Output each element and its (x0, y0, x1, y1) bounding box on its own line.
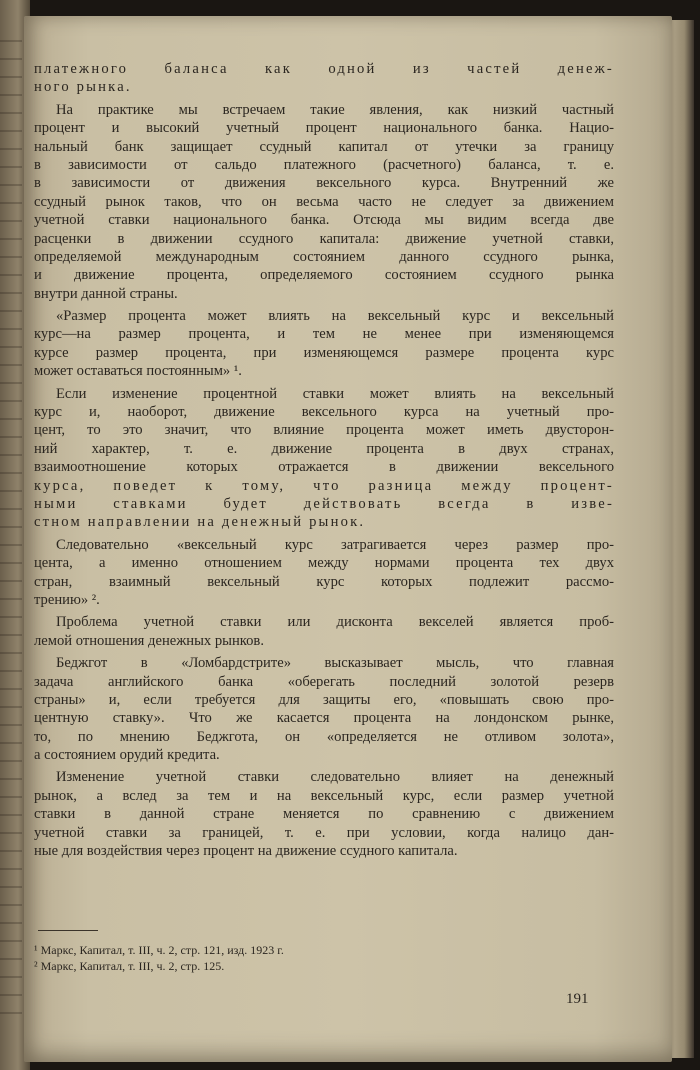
text-line: а состоянием орудий кредита. (34, 747, 220, 764)
text-line: Следовательно «вексельный курс затрагивается через размер про- (56, 536, 614, 553)
paragraph-quote (34, 307, 614, 381)
paragraph (34, 60, 614, 97)
paragraph (34, 385, 614, 532)
text-line: «Размер процента может влиять на вексельный курс и вексельный (56, 308, 614, 325)
text-line: ными ставками будет действовать всегда в изве- (34, 495, 614, 512)
text-line: взаимоотношение которых отражается в движении вексельного (34, 459, 614, 476)
text-line: курс и, наоборот, движение вексельного курса на учетный про- (34, 404, 614, 421)
text-line: ссудный рынок таков, что он весьма часто не следует за движением (34, 193, 614, 210)
text-line: курса, поведет к тому, что разница между процент- (34, 477, 614, 494)
text-line: в зависимости от сальдо платежного (расчетного) баланса, т. е. (34, 156, 614, 173)
text-line: трению» ². (34, 591, 100, 608)
text-line: задача английского банка «оберегать последний золотой резерв (34, 673, 614, 690)
text-line: то, по мнению Беджгота, он «определяется не отливом золота», (34, 728, 614, 745)
text-line: расценки в движении ссудного капитала: движение учетной ставки, (34, 230, 614, 247)
text-line: стном направлении на денежный рынок. (34, 514, 366, 531)
text-line: На практике мы встречаем такие явления, как низкий частный (56, 101, 614, 118)
text-line: центную ставку». Что же касается процента на лондонском рынке, (34, 710, 614, 727)
text-line: внутри данной страны. (34, 285, 178, 302)
book-page (24, 16, 672, 1062)
text-line: ного рынка. (34, 79, 132, 96)
paragraph-quote (34, 536, 614, 610)
text-line: рынок, а вслед за тем и на вексельный курс, если размер учетной (34, 787, 614, 804)
text-line: цента, а именно отношением между нормами процента тех двух (34, 555, 614, 572)
text-line: определяемой международным состоянием данного ссудного рынка, (34, 248, 614, 265)
text-line: курс—на размер процента, и тем не менее при изменяющемся (34, 326, 614, 343)
text-line: Проблема учетной ставки или дисконта векселей является проб- (56, 614, 614, 631)
text-line: нальный банк защищает ссудный капитал от утечки за границу (34, 138, 614, 155)
body-text (34, 60, 614, 860)
text-line: Беджгот в «Ломбардстрите» высказывает мысль, что главная (56, 655, 614, 672)
footnote-1: ¹ Маркс, Капитал, т. III, ч. 2, стр. 121, изд. 1923 г. (34, 943, 284, 957)
text-line: в зависимости от движения вексельного курса. Внутренний же (34, 175, 614, 192)
text-line: стран, взаимный вексельный курс которых подлежит рассмо- (34, 573, 614, 590)
paragraph (34, 101, 614, 303)
text-line: платежного баланса как одной из частей денеж- (34, 61, 614, 77)
text-line: может оставаться постоянным» ¹. (34, 363, 242, 380)
text-line: учетной ставки национального банка. Отсюда мы видим всегда две (34, 212, 614, 229)
footnotes (34, 942, 614, 974)
page-number: 191 (566, 991, 589, 1007)
footnote-2: ² Маркс, Капитал, т. III, ч. 2, стр. 125. (34, 959, 225, 973)
left-page-edge (0, 40, 22, 1020)
text-line: цент, то это значит, что влияние процента может иметь двусторон- (34, 422, 614, 439)
paragraph (34, 654, 614, 764)
text-line: процент и высокий учетный процент национального банка. Нацио- (34, 120, 614, 137)
text-line: ставки в данной стране меняется по сравнению с движением (34, 806, 614, 823)
paragraph (34, 768, 614, 860)
text-line: страны» и, если требуется для защиты его, «повышать свою про- (34, 691, 614, 708)
text-line: учетной ставки за границей, т. е. при условии, когда налицо дан- (34, 824, 614, 841)
footnote-rule (38, 930, 98, 931)
text-line: ные для воздействия через процент на движение ссудного капитала. (34, 843, 458, 860)
text-line: и движение процента, определяемого состоянием ссудного рынка (34, 267, 614, 284)
text-line: Если изменение процентной ставки может влиять на вексельный (56, 385, 614, 402)
text-line: курсе размер процента, при изменяющемся размере процента курс (34, 344, 614, 361)
text-line: ний характер, т. е. движение процента в двух странах, (34, 440, 614, 457)
text-line: Изменение учетной ставки следовательно влияет на денежный (56, 769, 614, 786)
paragraph (34, 613, 614, 650)
text-line: лемой отношения денежных рынков. (34, 632, 264, 649)
